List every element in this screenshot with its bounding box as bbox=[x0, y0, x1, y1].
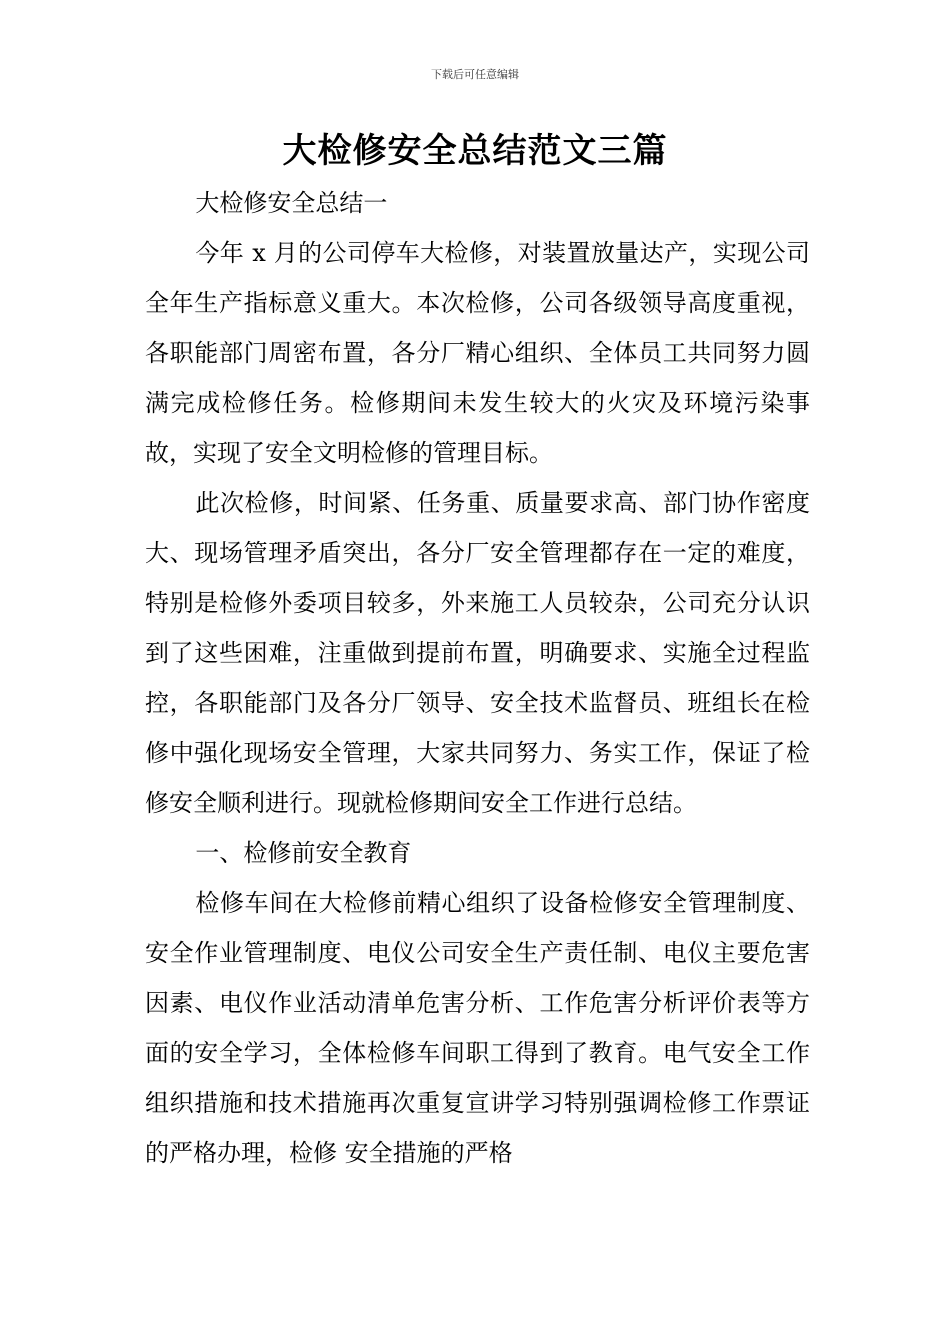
subheading-1: 一、检修前安全教育 bbox=[195, 839, 412, 867]
section-title: 大检修安全总结一 bbox=[195, 189, 388, 217]
header-note: 下载后可任意编辑 bbox=[431, 68, 519, 81]
paragraph-2: 此次检修，时间紧、任务重、质量要求高、部门协作密度大、现场管理矛盾突出，各分厂安全管理都存在一定的难度，特别是检修外委项目较多，外来施工人员较杂，公司充分认识到了这些困难，注重做到提前布置，明确要求、实施全过程监控，各职能部门及各分厂领导、安全技术监督员、班组长在检修中强化现场安全管理，大家共同努力、务实工作，保证了检修安全顺利进行。现就检修期间安全工作进行总结。 bbox=[145, 489, 810, 817]
paragraph-3: 检修车间在大检修前精心组织了设备检修安全管理制度、安全作业管理制度、电仪公司安全生产责任制、电仪主要危害因素、电仪作业活动清单危害分析、工作危害分析评价表等方面的安全学习，全体检修车间职工得到了教育。电气安全工作组织措施和技术措施再次重复宣讲学习特别强调检修工作票证的严格办理，检修 安全措施的严格 bbox=[145, 889, 810, 1167]
document-body bbox=[145, 178, 810, 1178]
document-title: 大检修安全总结范文三篇 bbox=[282, 131, 668, 171]
paragraph-1: 今年 x 月的公司停车大检修，对装置放量达产，实现公司全年生产指标意义重大。本次检修，公司各级领导高度重视，各职能部门周密布置，各分厂精心组织、全体员工共同努力圆满完成检修任务。检修期间未发生较大的火灾及环境污染事故，实现了安全文明检修的管理目标。 bbox=[145, 239, 810, 467]
